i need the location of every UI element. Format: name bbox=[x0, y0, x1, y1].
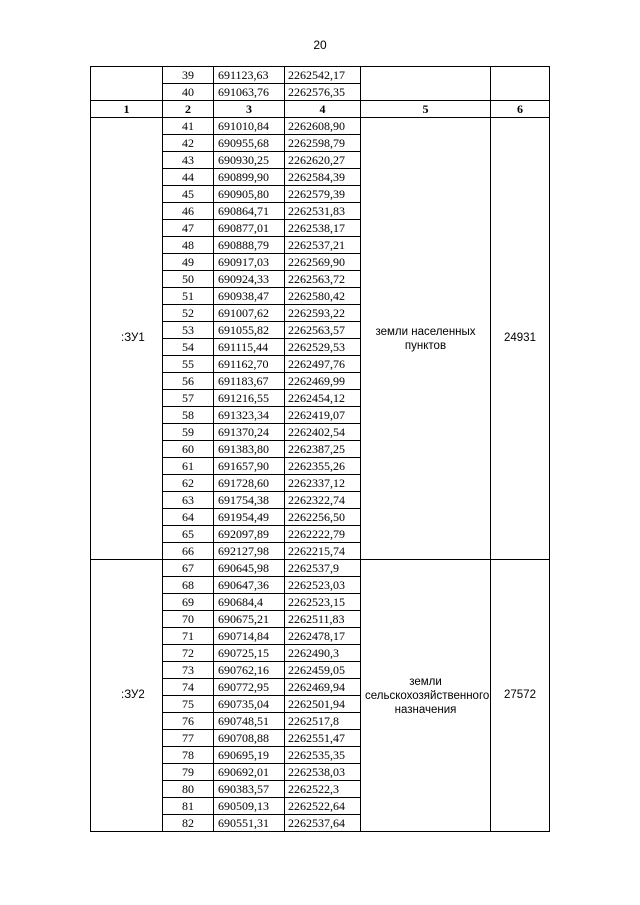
coord-x: 691063,76 bbox=[214, 84, 285, 101]
coord-x: 691383,80 bbox=[214, 441, 285, 458]
point-number: 39 bbox=[163, 67, 214, 84]
point-number: 41 bbox=[163, 118, 214, 135]
point-number: 42 bbox=[163, 135, 214, 152]
point-number: 40 bbox=[163, 84, 214, 101]
point-number: 62 bbox=[163, 475, 214, 492]
coord-x: 691323,34 bbox=[214, 407, 285, 424]
coord-x: 690695,19 bbox=[214, 747, 285, 764]
point-number: 80 bbox=[163, 781, 214, 798]
column-number: 1 bbox=[91, 101, 163, 118]
coord-y: 2262542,17 bbox=[285, 67, 361, 84]
coord-x: 690645,98 bbox=[214, 560, 285, 577]
coord-x: 691728,60 bbox=[214, 475, 285, 492]
coord-x: 690714,84 bbox=[214, 628, 285, 645]
point-number: 44 bbox=[163, 169, 214, 186]
coordinates-table bbox=[90, 66, 550, 832]
coord-x: 690675,21 bbox=[214, 611, 285, 628]
cont-zu-cell bbox=[91, 67, 163, 101]
cont-area-cell bbox=[491, 67, 550, 101]
coord-y: 2262576,35 bbox=[285, 84, 361, 101]
coord-y: 2262501,94 bbox=[285, 696, 361, 713]
point-number: 59 bbox=[163, 424, 214, 441]
point-number: 51 bbox=[163, 288, 214, 305]
coord-x: 690772,95 bbox=[214, 679, 285, 696]
coord-x: 690647,36 bbox=[214, 577, 285, 594]
coord-y: 2262580,42 bbox=[285, 288, 361, 305]
coord-x: 692097,89 bbox=[214, 526, 285, 543]
coord-x: 690748,51 bbox=[214, 713, 285, 730]
point-number: 70 bbox=[163, 611, 214, 628]
point-number: 54 bbox=[163, 339, 214, 356]
coord-y: 2262538,17 bbox=[285, 220, 361, 237]
coord-x: 690938,47 bbox=[214, 288, 285, 305]
coord-x: 691216,55 bbox=[214, 390, 285, 407]
table-row bbox=[91, 560, 550, 577]
point-number: 78 bbox=[163, 747, 214, 764]
cont-category-cell bbox=[361, 67, 491, 101]
coord-x: 691115,44 bbox=[214, 339, 285, 356]
page-number: 20 bbox=[313, 38, 327, 52]
coord-y: 2262522,64 bbox=[285, 798, 361, 815]
point-number: 47 bbox=[163, 220, 214, 237]
coord-x: 691162,70 bbox=[214, 356, 285, 373]
point-number: 75 bbox=[163, 696, 214, 713]
coord-y: 2262215,74 bbox=[285, 543, 361, 560]
coord-x: 690888,79 bbox=[214, 237, 285, 254]
point-number: 50 bbox=[163, 271, 214, 288]
coord-y: 2262522,3 bbox=[285, 781, 361, 798]
coord-y: 2262529,53 bbox=[285, 339, 361, 356]
coord-x: 691657,90 bbox=[214, 458, 285, 475]
coord-y: 2262537,9 bbox=[285, 560, 361, 577]
coord-y: 2262256,50 bbox=[285, 509, 361, 526]
coord-y: 2262497,76 bbox=[285, 356, 361, 373]
coord-x: 690735,04 bbox=[214, 696, 285, 713]
table-body bbox=[91, 67, 550, 832]
coord-x: 691954,49 bbox=[214, 509, 285, 526]
coord-y: 2262322,74 bbox=[285, 492, 361, 509]
coord-y: 2262454,12 bbox=[285, 390, 361, 407]
point-number: 67 bbox=[163, 560, 214, 577]
point-number: 81 bbox=[163, 798, 214, 815]
point-number: 76 bbox=[163, 713, 214, 730]
coord-x: 690930,25 bbox=[214, 152, 285, 169]
point-number: 43 bbox=[163, 152, 214, 169]
coord-y: 2262531,83 bbox=[285, 203, 361, 220]
zu-label: :ЗУ1 bbox=[91, 118, 163, 560]
point-number: 68 bbox=[163, 577, 214, 594]
column-number: 6 bbox=[491, 101, 550, 118]
point-number: 66 bbox=[163, 543, 214, 560]
point-number: 72 bbox=[163, 645, 214, 662]
header-row bbox=[91, 101, 550, 118]
coord-x: 690509,13 bbox=[214, 798, 285, 815]
coord-x: 690708,88 bbox=[214, 730, 285, 747]
coord-y: 2262563,57 bbox=[285, 322, 361, 339]
coord-y: 2262584,39 bbox=[285, 169, 361, 186]
coord-y: 2262523,15 bbox=[285, 594, 361, 611]
point-number: 73 bbox=[163, 662, 214, 679]
point-number: 77 bbox=[163, 730, 214, 747]
coord-x: 690551,31 bbox=[214, 815, 285, 832]
point-number: 55 bbox=[163, 356, 214, 373]
coord-y: 2262337,12 bbox=[285, 475, 361, 492]
point-number: 45 bbox=[163, 186, 214, 203]
point-number: 49 bbox=[163, 254, 214, 271]
coord-y: 2262598,79 bbox=[285, 135, 361, 152]
coord-y: 2262469,94 bbox=[285, 679, 361, 696]
coord-x: 690899,90 bbox=[214, 169, 285, 186]
coord-x: 691007,62 bbox=[214, 305, 285, 322]
coord-x: 690877,01 bbox=[214, 220, 285, 237]
point-number: 74 bbox=[163, 679, 214, 696]
coord-x: 691370,24 bbox=[214, 424, 285, 441]
land-category: земли населенных пунктов bbox=[361, 118, 491, 560]
point-number: 46 bbox=[163, 203, 214, 220]
coord-y: 2262523,03 bbox=[285, 577, 361, 594]
point-number: 71 bbox=[163, 628, 214, 645]
coord-y: 2262355,26 bbox=[285, 458, 361, 475]
column-number: 2 bbox=[163, 101, 214, 118]
point-number: 57 bbox=[163, 390, 214, 407]
coord-y: 2262620,27 bbox=[285, 152, 361, 169]
coord-x: 690762,16 bbox=[214, 662, 285, 679]
coord-x: 690692,01 bbox=[214, 764, 285, 781]
point-number: 60 bbox=[163, 441, 214, 458]
coord-x: 692127,98 bbox=[214, 543, 285, 560]
coord-y: 2262469,99 bbox=[285, 373, 361, 390]
coord-x: 690383,57 bbox=[214, 781, 285, 798]
coord-y: 2262608,90 bbox=[285, 118, 361, 135]
coord-x: 690725,15 bbox=[214, 645, 285, 662]
coord-y: 2262490,3 bbox=[285, 645, 361, 662]
coord-x: 691754,38 bbox=[214, 492, 285, 509]
area-value: 27572 bbox=[491, 560, 550, 832]
coord-x: 691055,82 bbox=[214, 322, 285, 339]
point-number: 61 bbox=[163, 458, 214, 475]
point-number: 69 bbox=[163, 594, 214, 611]
point-number: 65 bbox=[163, 526, 214, 543]
coord-y: 2262569,90 bbox=[285, 254, 361, 271]
coord-x: 690905,80 bbox=[214, 186, 285, 203]
coord-y: 2262222,79 bbox=[285, 526, 361, 543]
coord-y: 2262459,05 bbox=[285, 662, 361, 679]
coord-y: 2262551,47 bbox=[285, 730, 361, 747]
coord-y: 2262402,54 bbox=[285, 424, 361, 441]
column-number: 5 bbox=[361, 101, 491, 118]
zu-label: :ЗУ2 bbox=[91, 560, 163, 832]
coord-x: 690924,33 bbox=[214, 271, 285, 288]
coord-y: 2262478,17 bbox=[285, 628, 361, 645]
coord-y: 2262537,64 bbox=[285, 815, 361, 832]
table-row bbox=[91, 67, 550, 84]
table-row bbox=[91, 118, 550, 135]
point-number: 79 bbox=[163, 764, 214, 781]
coord-x: 691123,63 bbox=[214, 67, 285, 84]
point-number: 56 bbox=[163, 373, 214, 390]
coord-y: 2262419,07 bbox=[285, 407, 361, 424]
coord-x: 691010,84 bbox=[214, 118, 285, 135]
coord-y: 2262537,21 bbox=[285, 237, 361, 254]
point-number: 63 bbox=[163, 492, 214, 509]
area-value: 24931 bbox=[491, 118, 550, 560]
point-number: 53 bbox=[163, 322, 214, 339]
coord-y: 2262563,72 bbox=[285, 271, 361, 288]
point-number: 64 bbox=[163, 509, 214, 526]
coord-y: 2262593,22 bbox=[285, 305, 361, 322]
column-number: 3 bbox=[214, 101, 285, 118]
coord-x: 690684,4 bbox=[214, 594, 285, 611]
coord-y: 2262387,25 bbox=[285, 441, 361, 458]
coord-y: 2262579,39 bbox=[285, 186, 361, 203]
coord-x: 690864,71 bbox=[214, 203, 285, 220]
point-number: 48 bbox=[163, 237, 214, 254]
point-number: 82 bbox=[163, 815, 214, 832]
point-number: 52 bbox=[163, 305, 214, 322]
coord-x: 691183,67 bbox=[214, 373, 285, 390]
column-number: 4 bbox=[285, 101, 361, 118]
coord-y: 2262517,8 bbox=[285, 713, 361, 730]
point-number: 58 bbox=[163, 407, 214, 424]
coord-y: 2262538,03 bbox=[285, 764, 361, 781]
coord-x: 690955,68 bbox=[214, 135, 285, 152]
coord-y: 2262535,35 bbox=[285, 747, 361, 764]
coord-y: 2262511,83 bbox=[285, 611, 361, 628]
land-category: земли сельскохозяйственного назначения bbox=[361, 560, 491, 832]
coord-x: 690917,03 bbox=[214, 254, 285, 271]
